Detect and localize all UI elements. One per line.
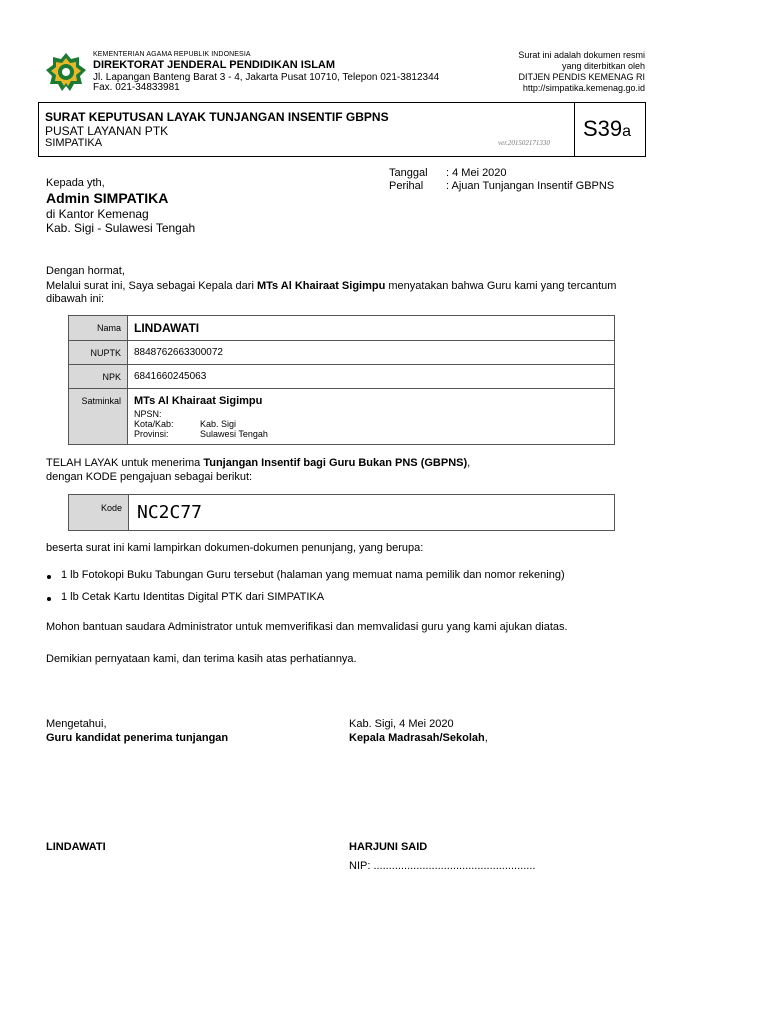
directorate-name: DIREKTORAT JENDERAL PENDIDIKAN ISLAM <box>93 59 336 71</box>
layak-allowance: Tunjangan Insentif bagi Guru Bukan PNS (GBPNS) <box>203 457 468 469</box>
official-note-2: yang diterbitkan oleh <box>561 61 645 71</box>
lampiran-intro: beserta surat ini kami lampirkan dokumen-dokumen penunjang, yang berupa: <box>46 542 424 554</box>
signature-right-role-comma: , <box>484 732 488 744</box>
bullet-icon <box>47 575 51 579</box>
teacher-identity-table <box>68 315 615 445</box>
nama-label: Nama <box>69 316 128 341</box>
kemenag-logo <box>44 52 88 92</box>
document-subtitle: PUSAT LAYANAN PTK <box>45 124 169 138</box>
document-version: ver.201502171330 <box>498 139 550 147</box>
document-code <box>583 116 631 142</box>
signature-left-name: LINDAWATI <box>46 841 106 853</box>
recipient-office: di Kantor Kemenag <box>46 207 149 221</box>
document-code-main: S39 <box>583 116 623 141</box>
satminkal-cell <box>128 389 615 445</box>
layak-text-c: , <box>467 457 471 469</box>
signature-place-date: Kab. Sigi, 4 Mei 2020 <box>349 718 454 730</box>
table-row <box>69 389 615 445</box>
kota-value: Kab. Sigi <box>200 419 237 429</box>
signature-left-role: Guru kandidat penerima tunjangan <box>46 732 229 744</box>
kode-label: Kode <box>69 495 129 530</box>
provinsi-value: Sulawesi Tengah <box>200 429 268 439</box>
signature-nip: NIP: ..................................................... <box>349 860 536 872</box>
provinsi-row <box>134 429 608 439</box>
closing-paragraph: Demikian pernyataan kami, dan terima kasih atas perhatiannya. <box>46 653 357 665</box>
npk-label: NPK <box>69 365 128 389</box>
lampiran-item-2: 1 lb Cetak Kartu Identitas Digital PTK dari SIMPATIKA <box>61 591 325 603</box>
kode-box <box>68 494 615 531</box>
npsn-row <box>134 409 608 419</box>
office-address: Jl. Lapangan Banteng Barat 3 - 4, Jakarta Pusat 10710, Telepon 021-3812344 <box>93 72 440 83</box>
recipient-name: Admin SIMPATIKA <box>46 190 169 206</box>
kode-value: NC2C77 <box>137 502 203 523</box>
provinsi-label: Provinsi: <box>134 429 169 439</box>
ministry-name: KEMENTERIAN AGAMA REPUBLIK INDONESIA <box>93 51 251 58</box>
perihal-label: Perihal <box>389 180 424 192</box>
table-row <box>69 341 615 365</box>
teacher-name: LINDAWATI <box>128 316 615 341</box>
system-name: SIMPATIKA <box>45 137 103 149</box>
official-url: http://simpatika.kemenag.go.id <box>522 83 645 93</box>
table-row <box>69 365 615 389</box>
layak-text-a: TELAH LAYAK untuk menerima <box>46 457 204 469</box>
school-details <box>134 409 608 439</box>
recipient-region: Kab. Sigi - Sulawesi Tengah <box>46 221 196 235</box>
table-row <box>69 316 615 341</box>
kota-label: Kota/Kab: <box>134 419 174 429</box>
title-box-divider <box>574 102 575 157</box>
kode-intro: dengan KODE pengajuan sebagai berikut: <box>46 471 253 483</box>
signature-right-name: HARJUNI SAID <box>349 841 428 853</box>
layak-statement <box>46 457 470 469</box>
signature-right-role: Kepala Madrasah/Sekolah <box>349 732 485 744</box>
lampiran-item-1: 1 lb Fotokopi Buku Tabungan Guru tersebut (halaman yang memuat nama pemilik dan nomor rekening) <box>61 569 565 581</box>
salutation: Dengan hormat, <box>46 265 125 277</box>
document-title: SURAT KEPUTUSAN LAYAK TUNJANGAN INSENTIF GBPNS <box>45 110 389 124</box>
intro-text-a: Melalui surat ini, Saya sebagai Kepala dari <box>46 280 257 292</box>
teacher-npk: 6841660245063 <box>128 365 615 389</box>
intro-paragraph <box>46 280 616 292</box>
recipient-greeting: Kepada yth, <box>46 177 105 189</box>
tanggal-value: : 4 Mei 2020 <box>446 167 507 179</box>
official-note-1: Surat ini adalah dokumen resmi <box>518 50 645 60</box>
bullet-icon <box>47 597 51 601</box>
intro-school: MTs Al Khairaat Sigimpu <box>256 280 386 292</box>
teacher-nuptk: 8848762663300072 <box>128 341 615 365</box>
request-paragraph: Mohon bantuan saudara Administrator untuk memverifikasi dan memvalidasi guru yang kami ajukan diatas. <box>46 621 568 633</box>
nuptk-label: NUPTK <box>69 341 128 365</box>
official-note-3: DITJEN PENDIS KEMENAG RI <box>518 72 645 82</box>
teacher-school: MTs Al Khairaat Sigimpu <box>134 395 263 407</box>
intro-text-b: menyatakan bahwa Guru kami yang tercantum <box>385 280 617 292</box>
perihal-value: : Ajuan Tunjangan Insentif GBPNS <box>446 180 615 192</box>
signature-right-role-line <box>349 732 488 744</box>
kota-row <box>134 419 608 429</box>
signature-left-label: Mengetahui, <box>46 718 107 730</box>
document-code-suffix: a <box>622 123 632 140</box>
satminkal-label: Satminkal <box>69 389 128 445</box>
tanggal-label: Tanggal <box>389 167 428 179</box>
office-fax: Fax. 021-34833981 <box>93 82 180 93</box>
npsn-label: NPSN: <box>134 409 162 419</box>
intro-text-c: dibawah ini: <box>46 293 105 305</box>
